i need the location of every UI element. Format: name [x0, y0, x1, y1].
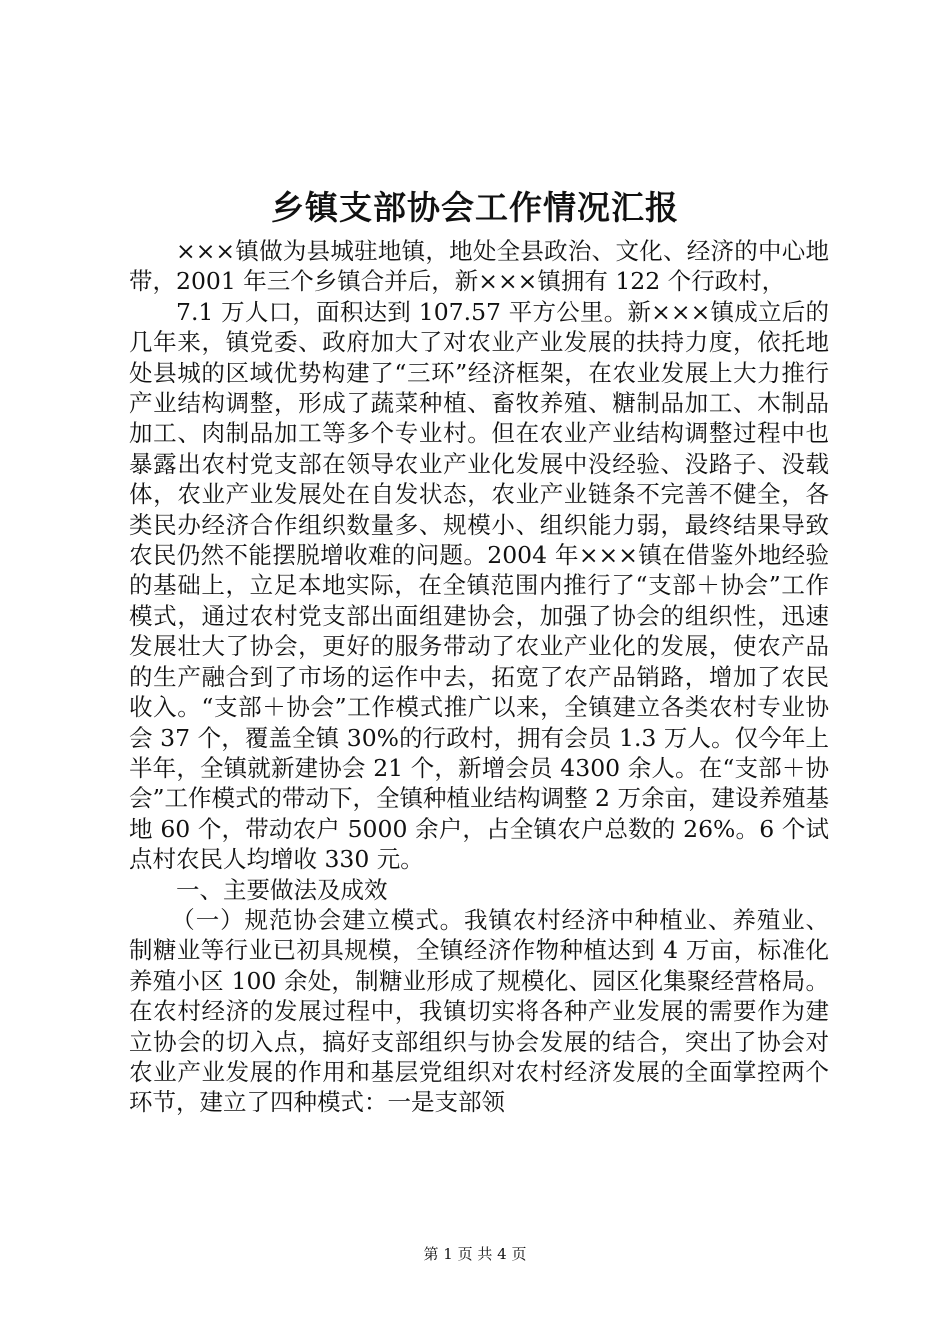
paragraph-intro: ×××镇做为县城驻地镇，地处全县政治、文化、经济的中心地带，2001 年三个乡镇合并后，新×××镇拥有 122 个行政村，: [129, 237, 829, 296]
paragraph-subsection-1: （一）规范协会建立模式。我镇农村经济中种植业、养殖业、制糖业等行业已初具规模，全镇经济作物种植达到 4 万亩，标准化养殖小区 100 余处，制糖业形成了规模化、园区化集聚经营格局。在农村经济的发展过程中，我镇切实将各种产业发展的需要作为建立协会的切入点，搞好支部组织与协会发展的结合，突出了协会对农业产业发展的作用和基层党组织对农村经济发展的全面掌控两个环节，建立了四种模式：一是支部领: [129, 905, 829, 1117]
section-heading: 一、主要做法及成效: [176, 875, 388, 904]
document-body: [129, 236, 829, 1118]
page-footer: 第 1 页 共 4 页: [423, 1245, 527, 1263]
paragraph-overview: 7.1 万人口，面积达到 107.57 平方公里。新×××镇成立后的几年来，镇党委、政府加大了对农业产业发展的扶持力度，依托地处县城的区域优势构建了“三环”经济框架，在农业发展上大力推行产业结构调整，形成了蔬菜种植、畜牧养殖、糖制品加工、木制品加工、肉制品加工等多个专业村。但在农业产业结构调整过程中也暴露出农村党支部在领导农业产业化发展中没经验、没路子、没载体，农业产业发展处在自发状态，农业产业链条不完善不健全，各类民办经济合作组织数量多、规模小、组织能力弱，最终结果导致农民仍然不能摆脱增收难的问题。2004 年×××镇在借鉴外地经验的基础上，立足本地实际，在全镇范围内推行了“支部＋协会”工作模式，通过农村党支部出面组建协会，加强了协会的组织性，迅速发展壮大了协会，更好的服务带动了农业产业化的发展，使农产品的生产融合到了市场的运作中去，拓宽了农产品销路，增加了农民收入。“支部＋协会”工作模式推广以来，全镇建立各类农村专业协会 37 个，覆盖全镇 30%的行政村，拥有会员 1.3 万人。仅今年上半年，全镇就新建协会 21 个，新增会员 4300 余人。在“支部＋协会”工作模式的带动下，全镇种植业结构调整 2 万余亩，建设养殖基地 60 个，带动农户 5000 余户，占全镇农户总数的 26%。6 个试点村农民人均增收 330 元。: [129, 297, 829, 874]
document-title: 乡镇支部协会工作情况汇报: [271, 188, 679, 227]
